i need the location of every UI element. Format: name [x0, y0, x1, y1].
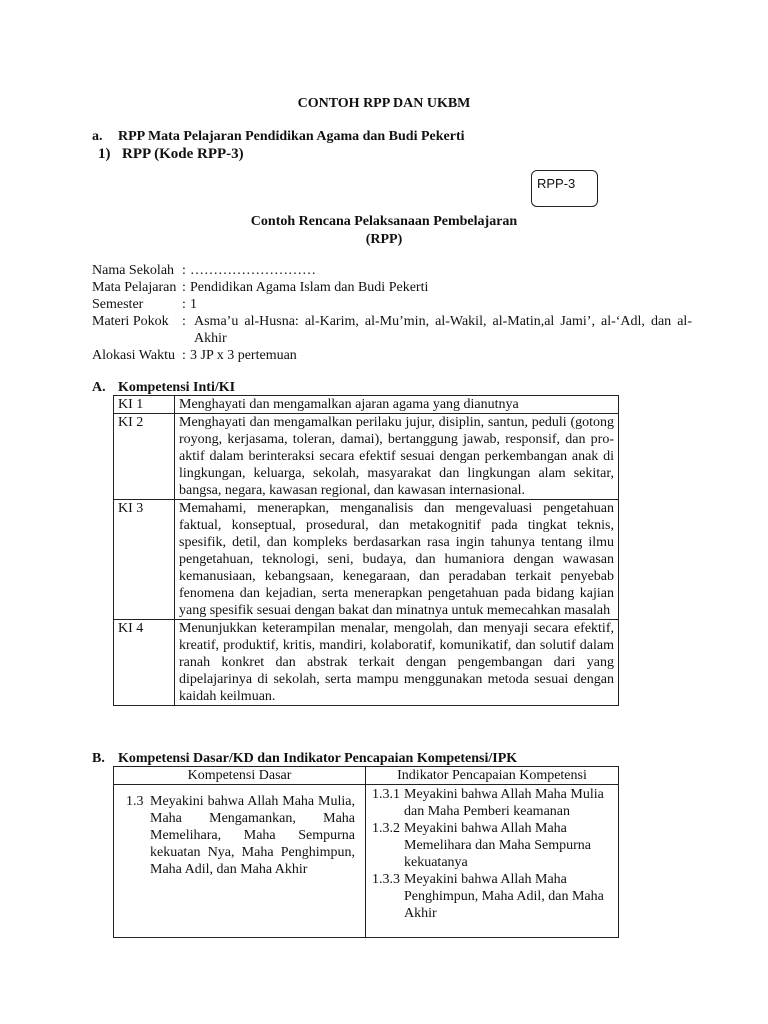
ki-description: Menghayati dan mengamalkan ajaran agama yang dianutnya	[175, 396, 619, 414]
rpp-code-box: RPP-3	[531, 170, 598, 207]
info-row-time	[92, 347, 692, 364]
info-colon: :	[182, 263, 186, 278]
info-label: Mata Pelajaran	[92, 280, 177, 295]
kd-item	[126, 793, 355, 878]
ipk-number: 1.3.2	[372, 821, 400, 836]
ipk-text: Meyakini bahwa Allah Maha Mulia dan Maha Pemberi keamanan	[404, 787, 604, 819]
section-a-heading	[92, 128, 465, 145]
info-row-subject	[92, 279, 692, 296]
ipk-text: Meyakini bahwa Allah Maha Memelihara dan Maha Sempurna kekuatanya	[404, 821, 591, 870]
section-a-number: a.	[92, 129, 103, 144]
ipk-text: Meyakini bahwa Allah Maha Penghimpun, Maha Adil, dan Maha Akhir	[404, 872, 604, 921]
info-value: ………………………	[190, 263, 316, 278]
ki-description: Memahami, menerapkan, menganalisis dan mengevaluasi pengetahuan faktual, konseptual, prosedural, dan metakognitif pada tingkat teknis, spesifik, detil, dan kompleks berdasarkan rasa ingin tahunya tentang ilmu pengetahuan, teknologi, seni, budaya, dan humaniora dengan wawasan kemanusiaan, kebangsaan, kenegaraan, dan peradaban terkait penyebab fenomena dan kejadian, serta menerapkan pengetahuan pada bidang kajian yang spesifik sesuai dengan bakat dan minatnya untuk memecahkan masalah	[175, 500, 619, 620]
info-colon: :	[182, 348, 186, 363]
info-row-semester	[92, 296, 692, 313]
column-header-kd: Kompetensi Dasar	[114, 767, 366, 785]
column-header-ipk: Indikator Pencapaian Kompetensi	[366, 767, 619, 785]
kd-ipk-table	[113, 766, 619, 938]
ipk-item	[372, 820, 614, 871]
kd-number: 1.3	[126, 794, 144, 809]
section-B-title: Kompetensi Dasar/KD dan Indikator Pencapaian Kompetensi/IPK	[118, 751, 518, 766]
table-row	[114, 785, 619, 938]
info-colon: :	[182, 297, 186, 312]
subsection-1-heading	[98, 146, 244, 163]
rpp-title-line2: (RPP)	[365, 232, 403, 247]
subsection-1-number: 1)	[98, 146, 111, 162]
info-value: Pendidikan Agama Islam dan Budi Pekerti	[190, 280, 429, 295]
document-title: CONTOH RPP DAN UKBM	[297, 96, 471, 111]
table-row	[114, 620, 619, 706]
info-row-school	[92, 262, 692, 279]
ki-code: KI 3	[114, 500, 175, 620]
subsection-1-label: RPP (Kode RPP-3)	[122, 146, 244, 162]
info-label: Semester	[92, 297, 144, 312]
section-a-label: RPP Mata Pelajaran Pendidikan Agama dan Budi Pekerti	[118, 129, 465, 144]
ipk-item	[372, 871, 614, 922]
info-row-topic	[92, 313, 692, 347]
info-label: Materi Pokok	[92, 314, 169, 329]
ipk-cell	[366, 785, 619, 938]
ki-description: Menghayati dan mengamalkan perilaku jujur, disiplin, santun, peduli (gotong royong, kerjasama, toleran, damai), bertanggung jawab, responsif, dan pro-aktif dalam berinteraksi secara efektif sesuai dengan perkembangan anak di lingkungan, keluarga, sekolah, masyarakat dan lingkungan alam sekitar, bangsa, negara, kawasan regional, dan kawasan internasional.	[175, 414, 619, 500]
section-A-title: Kompetensi Inti/KI	[118, 380, 236, 395]
ki-table	[113, 395, 619, 706]
ipk-item	[372, 786, 614, 820]
kd-text: Meyakini bahwa Allah Maha Mulia, Maha Mengamankan, Maha Memelihara, Maha Sempurna kekuatan Nya, Maha Penghimpun, Maha Adil, dan Maha Akhir	[150, 794, 355, 877]
table-row	[114, 414, 619, 500]
rpp-title-line1: Contoh Rencana Pelaksanaan Pembelajaran	[250, 214, 518, 229]
table-row	[114, 396, 619, 414]
info-value: 3 JP x 3 pertemuan	[190, 348, 297, 363]
identity-info	[92, 262, 692, 364]
kd-cell	[114, 785, 366, 938]
section-B-heading	[92, 750, 517, 767]
section-B-letter: B.	[92, 751, 105, 766]
section-A-letter: A.	[92, 380, 106, 395]
ki-code: KI 1	[114, 396, 175, 414]
ki-description: Menunjukkan keterampilan menalar, mengolah, dan menyaji secara efektif, kreatif, produktif, kritis, mandiri, kolaboratif, komunikatif, dan solutif dalam ranah konkret dan abstrak terkait dengan pengembangan dari yang dipelajarinya di sekolah, serta mampu menggunakan metoda sesuai dengan kaidah keilmuan.	[175, 620, 619, 706]
table-row	[114, 500, 619, 620]
info-value: 1	[190, 297, 197, 312]
ki-code: KI 2	[114, 414, 175, 500]
info-colon: :	[182, 280, 186, 295]
ipk-number: 1.3.3	[372, 872, 400, 887]
info-value: Asma’u al-Husna: al-Karim, al-Mu’min, al-Wakil, al-Matin,al Jami’, al-‘Adl, dan al-Akhir	[194, 314, 692, 346]
table-header-row	[114, 767, 619, 785]
section-A-heading	[92, 379, 235, 396]
info-label: Nama Sekolah	[92, 263, 175, 278]
ki-code: KI 4	[114, 620, 175, 706]
info-label: Alokasi Waktu	[92, 348, 175, 363]
ipk-number: 1.3.1	[372, 787, 400, 802]
info-colon: :	[182, 314, 186, 329]
rpp-title	[0, 213, 768, 249]
